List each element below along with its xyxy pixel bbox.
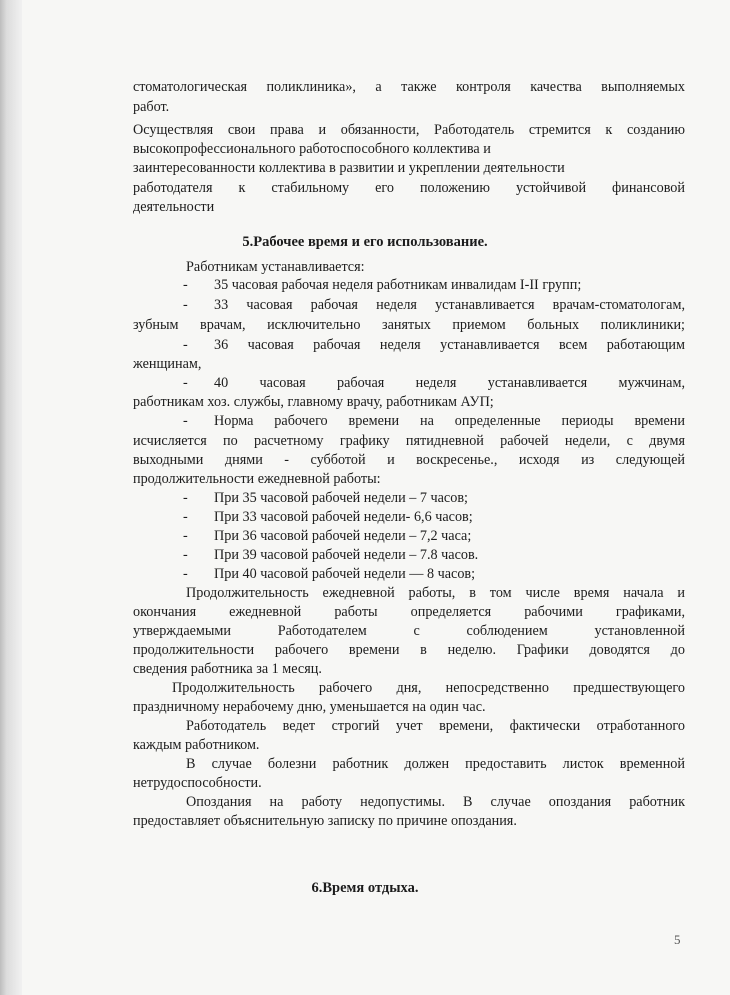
- text-line: высокопрофессионального работоспособного коллектива и: [133, 141, 491, 157]
- list-dash: -: [183, 277, 188, 293]
- list-dash: -: [183, 337, 188, 353]
- text-line: заинтересованности коллектива в развитии и укреплении деятельности: [133, 160, 565, 176]
- list-item: При 33 часовой рабочей недели- 6,6 часов;: [214, 509, 473, 525]
- text-line: женщинам,: [133, 356, 202, 372]
- text-line: исчисляется по расчетному графику пятидневной рабочей недели, с двумя: [133, 433, 685, 449]
- list-item: 40 часовая рабочая неделя устанавливается мужчинам,: [214, 375, 685, 391]
- list-item: При 36 часовой рабочей недели – 7,2 часа;: [214, 528, 472, 544]
- list-item: При 40 часовой рабочей недели — 8 часов;: [214, 566, 476, 582]
- section-heading: 6.Время отдыха.: [311, 880, 419, 896]
- text-line: Продолжительность ежедневной работы, в том числе время начала и: [186, 585, 685, 601]
- list-dash: -: [183, 547, 188, 563]
- list-item: При 39 часовой рабочей недели – 7.8 часов.: [214, 547, 479, 563]
- scan-edge: [0, 0, 22, 995]
- text-line: каждым работником.: [133, 737, 260, 753]
- text-line: работодателя к стабильному его положению устойчивой финансовой: [133, 180, 685, 196]
- list-dash: -: [183, 509, 188, 525]
- text-line: Работникам устанавливается:: [186, 259, 365, 275]
- text-line: окончания ежедневной работы определяется рабочими графиками,: [133, 604, 685, 620]
- list-item: При 35 часовой рабочей недели – 7 часов;: [214, 490, 468, 506]
- text-line: утверждаемыми Работодателем с соблюдением установленной: [133, 623, 685, 639]
- page-number: 5: [674, 932, 681, 947]
- text-line: стоматологическая поликлиника», а также контроля качества выполняемых: [133, 79, 685, 95]
- text-line: продолжительности ежедневной работы:: [133, 471, 381, 487]
- text-line: зубным врачам, исключительно занятых приемом больных поликлиники;: [133, 317, 685, 333]
- list-dash: -: [183, 528, 188, 544]
- text-line: Осуществляя свои права и обязанности, Работодатель стремится к созданию: [133, 122, 685, 138]
- text-line: выходными днями - субботой и воскресенье., исходя из следующей: [133, 452, 685, 468]
- list-item: Норма рабочего времени на определенные периоды времени: [214, 413, 685, 429]
- list-dash: -: [183, 297, 188, 313]
- text-line: В случае болезни работник должен предоставить листок временной: [186, 756, 685, 772]
- list-dash: -: [183, 375, 188, 391]
- text-line: работ.: [133, 99, 170, 115]
- section-heading: 5.Рабочее время и его использование.: [242, 234, 488, 250]
- text-line: праздничному нерабочему дню, уменьшается на один час.: [133, 699, 486, 715]
- list-dash: -: [183, 490, 188, 506]
- list-dash: -: [183, 413, 188, 429]
- text-line: Опоздания на работу недопустимы. В случае опоздания работник: [186, 794, 685, 810]
- list-item: 35 часовая рабочая неделя работникам инвалидам I-II групп;: [214, 277, 582, 293]
- text-line: деятельности: [133, 199, 215, 215]
- text-line: нетрудоспособности.: [133, 775, 262, 791]
- text-line: работникам хоз. службы, главному врачу, работникам АУП;: [133, 394, 494, 410]
- list-item: 33 часовая рабочая неделя устанавливается врачам-стоматологам,: [214, 297, 685, 313]
- text-line: предоставляет объяснительную записку по причине опоздания.: [133, 813, 517, 829]
- list-dash: -: [183, 566, 188, 582]
- text-line: сведения работника за 1 месяц.: [133, 661, 322, 677]
- text-line: Продолжительность рабочего дня, непосредственно предшествующего: [172, 680, 685, 696]
- text-line: продолжительности рабочего времени в неделю. Графики доводятся до: [133, 642, 685, 658]
- list-item: 36 часовая рабочая неделя устанавливается всем работающим: [214, 337, 685, 353]
- text-line: Работодатель ведет строгий учет времени, фактически отработанного: [186, 718, 685, 734]
